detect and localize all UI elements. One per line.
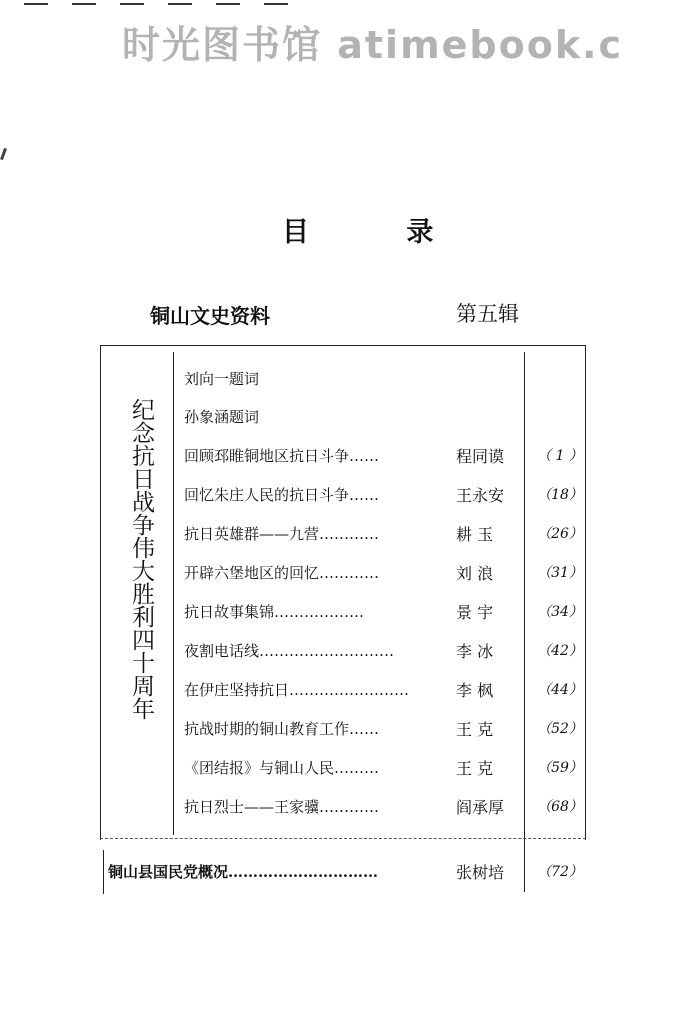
- entry-title: 孙象涵题词: [184, 408, 260, 426]
- entry-title: 在伊庄坚持抗日……………………: [184, 681, 410, 699]
- entry-title: 铜山县国民党概况…………………………: [108, 863, 379, 881]
- entry-author: 阎承厚: [456, 798, 505, 817]
- scan-mark: [0, 148, 7, 160]
- entry-title: 抗日英雄群——九营…………: [184, 525, 380, 543]
- entry-page: （18）: [537, 487, 583, 503]
- entry-title: 抗战时期的铜山教育工作……: [184, 720, 380, 738]
- toc-entry-row: [0, 558, 675, 588]
- entry-page: （59）: [537, 760, 583, 776]
- entry-page: （34）: [537, 604, 583, 620]
- toc-entry-row: [0, 441, 675, 471]
- toc-entry-row: [0, 364, 675, 394]
- toc-entry-row: [0, 480, 675, 510]
- toc-entry-row: [0, 792, 675, 822]
- entry-page: （ 1 ）: [537, 448, 583, 464]
- toc-entry-row: [0, 714, 675, 744]
- table-top-border: [100, 345, 586, 346]
- toc-entry-row: [0, 636, 675, 666]
- toc-entry-row: [0, 675, 675, 705]
- watermark: 时光图书馆 atimebook.c: [122, 23, 624, 67]
- page-title: 目 录: [282, 217, 478, 248]
- top-edge-dashes: [24, 0, 324, 8]
- toc-entry-row: [0, 519, 675, 549]
- entry-author: 王 克: [456, 759, 494, 778]
- entry-author: 程同谟: [456, 447, 505, 466]
- section-bottom-rule: [100, 838, 586, 839]
- entry-title: 《团结报》与铜山人民………: [184, 759, 380, 777]
- entry-author: 王 克: [456, 720, 494, 739]
- toc-entry-row: [0, 597, 675, 627]
- entry-title: 刘向一题词: [184, 370, 260, 388]
- entry-title: 回忆朱庄人民的抗日斗争……: [184, 486, 380, 504]
- toc-entry-row: [0, 402, 675, 432]
- series-title: 铜山文史资料: [150, 304, 270, 328]
- entry-title: 回顾邳睢铜地区抗日斗争……: [184, 447, 380, 465]
- entry-page: （26）: [537, 526, 583, 542]
- entry-page: （72）: [537, 864, 583, 880]
- entry-page: （44）: [537, 682, 583, 698]
- entry-page: （68）: [537, 799, 583, 815]
- entry-page: （52）: [537, 721, 583, 737]
- entry-author: 李 枫: [456, 681, 494, 700]
- entry-title: 抗日故事集锦………………: [184, 603, 365, 621]
- entry-page: （31）: [537, 565, 583, 581]
- entry-author: 王永安: [456, 486, 505, 505]
- entry-title: 夜割电话线………………………: [184, 642, 395, 660]
- volume-label: 第五辑: [456, 302, 519, 326]
- toc-entry-row: [0, 753, 675, 783]
- entry-author: 李 冰: [456, 642, 494, 661]
- entry-author: 张树培: [456, 863, 505, 882]
- entry-page: （42）: [537, 643, 583, 659]
- section-title: 纪念抗日战争伟大胜利四十周年: [128, 398, 154, 720]
- entry-author: 耕 玉: [456, 525, 494, 544]
- entry-title: 开辟六堡地区的回忆…………: [184, 564, 380, 582]
- entry-author: 景 宇: [456, 603, 494, 622]
- entry-title: 抗日烈士——王家骥…………: [184, 798, 380, 816]
- entry-author: 刘 浪: [456, 564, 494, 583]
- last-entry-row: [0, 857, 675, 887]
